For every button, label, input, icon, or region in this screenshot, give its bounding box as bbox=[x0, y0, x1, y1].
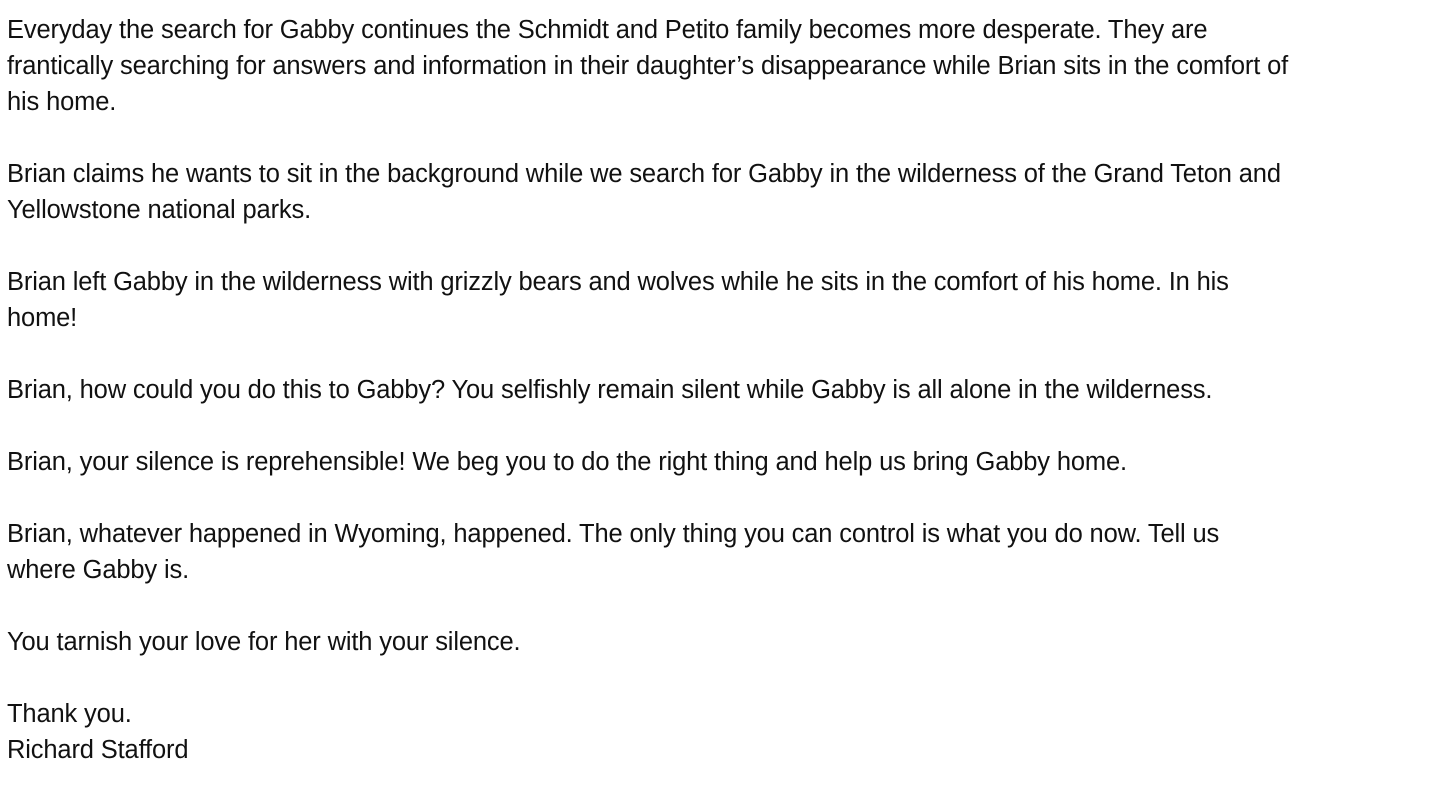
paragraph-6 bbox=[7, 516, 1431, 588]
paragraph-4 bbox=[7, 372, 1431, 408]
text-line: You tarnish your love for her with your silence. bbox=[7, 628, 521, 656]
paragraph-7 bbox=[7, 624, 1431, 660]
signature-name: Richard Stafford bbox=[7, 736, 189, 764]
paragraph-5 bbox=[7, 444, 1431, 480]
closing-text: Thank you. bbox=[7, 700, 132, 728]
closing bbox=[7, 696, 1431, 768]
text-line: Everyday the search for Gabby continues the Schmidt and Petito family becomes more desperate. They are bbox=[7, 16, 1208, 44]
text-line: Brian, how could you do this to Gabby? You selfishly remain silent while Gabby is all alone in the wilderness. bbox=[7, 376, 1213, 404]
text-line: Brian, your silence is reprehensible! We beg you to do the right thing and help us bring Gabby home. bbox=[7, 448, 1127, 476]
paragraph-2 bbox=[7, 156, 1431, 228]
text-line: Brian claims he wants to sit in the background while we search for Gabby in the wilderness of the Grand Teton and bbox=[7, 160, 1281, 188]
text-line: frantically searching for answers and information in their daughter’s disappearance while Brian sits in the comfort of bbox=[7, 52, 1289, 80]
text-line: his home. bbox=[7, 88, 117, 116]
paragraph-3 bbox=[7, 264, 1431, 336]
text-line: home! bbox=[7, 304, 78, 332]
text-line: Brian, whatever happened in Wyoming, happened. The only thing you can control is what you do now. Tell us bbox=[7, 520, 1220, 548]
text-line: where Gabby is. bbox=[7, 556, 190, 584]
letter-document bbox=[7, 12, 1431, 768]
text-line: Brian left Gabby in the wilderness with grizzly bears and wolves while he sits in the comfort of his home. In his bbox=[7, 268, 1229, 296]
paragraph-1 bbox=[7, 12, 1431, 120]
text-line: Yellowstone national parks. bbox=[7, 196, 312, 224]
